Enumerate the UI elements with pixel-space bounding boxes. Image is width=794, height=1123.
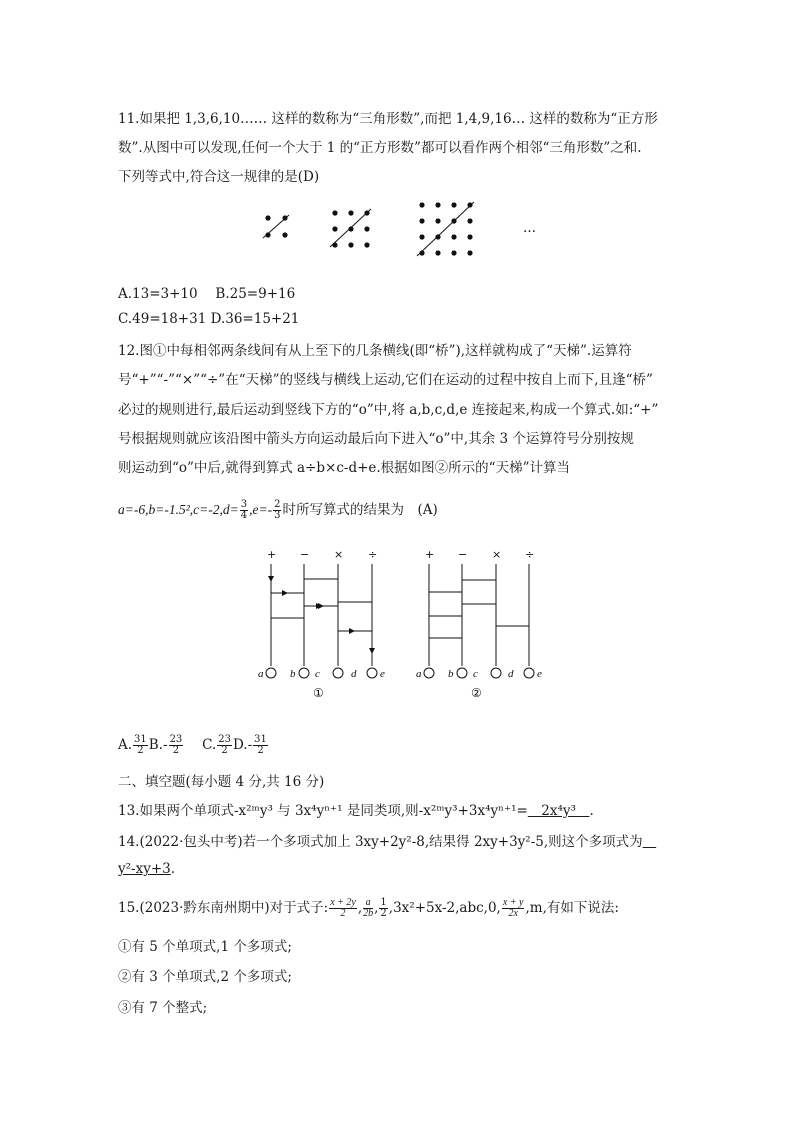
fig2-label: ② (471, 686, 482, 700)
fig1-op-minus: − (300, 548, 310, 561)
fig1-op-times: × (334, 548, 344, 561)
fig2-op-minus: − (458, 548, 468, 561)
q11-option-a[interactable]: A.13=3+10 (118, 286, 198, 302)
ladder-figures (250, 546, 560, 711)
q14-answer: y²-xy+3 (118, 861, 171, 877)
q12-line2: 号“+”“-”“×”“÷”在“天梯”的竖线与横线上运动,它们在运动的过程中按自上而下,且逢“桥” (118, 372, 653, 388)
dots-ellipsis: … (523, 221, 536, 236)
q14-line2: y²-xy+3. (118, 861, 176, 877)
q15-statement-1: ①有 5 个单项式,1 个多项式; (118, 939, 292, 955)
fig1-letter-c: c (315, 668, 320, 680)
q11-line3: 下列等式中,符合这一规律的是(D) (118, 169, 320, 185)
q12-option-b[interactable]: B.- $\frac{23}{2}$ (148, 734, 183, 756)
fig2-letter-d: d (508, 668, 514, 680)
q12-option-c[interactable]: C. $\frac{23}{2}$ (202, 734, 231, 756)
fig1-label: ① (313, 686, 324, 700)
q11-options-cd (118, 311, 299, 327)
q13: 13.如果两个单项式-x²ᵐy³ 与 3x⁴yⁿ⁺¹ 是同类项,则-x²ᵐy³+3x⁴yⁿ⁺¹= 2x⁴y³ . (118, 803, 594, 819)
fig2-letter-e: e (537, 668, 542, 680)
fig1-letter-d: d (351, 668, 357, 680)
fig2-letter-b: b (448, 668, 454, 680)
fig1-letter-a: a (258, 668, 264, 680)
q12-line5: 则运动到“o”中后,就得到算式 a÷b×c-d+e.根据如图②所示的“天梯”计算当 (118, 460, 570, 476)
q15-statement-3: ③有 7 个整式; (118, 1000, 208, 1016)
fig2-letter-c: c (473, 668, 478, 680)
fig1-op-divide: ÷ (368, 548, 378, 561)
q12-line6: a=-6,b=-1.5²,c=-2,d= $\frac{3}{4}$ ,e=- $\frac{2}{3}$ 时所写算式的结果为 (A) (118, 499, 438, 521)
q12-options (118, 733, 269, 756)
q11-line2: 数”.从图中可以发现,任何一个大于 1 的“正方形数”都可以看作两个相邻“三角形数”之和. (118, 140, 642, 156)
fig1-letter-b: b (290, 668, 296, 680)
q12-line3: 必过的规则进行,最后运动到竖线下方的“o”中,将 a,b,c,d,e 连接起来,构成一个算式.如:“+” (118, 402, 659, 418)
q14-line1: 14.(2022·包头中考)若一个多项式加上 3xy+2y²-8,结果得 2xy+3y²-5,则这个多项式为 (118, 834, 643, 850)
fig2-op-times: × (492, 548, 502, 561)
q12-line1: 12.图①中每相邻两条线间有从上至下的几条横线(即“桥”),这样就构成了“天梯”.运算符 (118, 343, 632, 359)
q12-option-a[interactable]: A. $\frac{31}{2}$ (118, 734, 147, 756)
q11-options-ab (118, 282, 295, 302)
fig1-letter-e: e (380, 668, 385, 680)
q12-line4: 号根据规则就应该沿图中箭头方向运动最后向下进入“o”中,其余 3 个运算符号分别按规 (118, 431, 634, 447)
q15-statement-2: ②有 3 个单项式,2 个多项式; (118, 969, 292, 985)
q11-option-b[interactable]: B.25=9+16 (215, 286, 296, 302)
q11-option-d[interactable]: D.36=15+21 (210, 311, 300, 327)
fig1-op-plus: + (267, 548, 277, 561)
q11-option-c[interactable]: C.49=18+31 (118, 311, 207, 327)
section-heading: 二、填空题(每小题 4 分,共 16 分) (118, 774, 325, 790)
dot-figures (250, 195, 550, 265)
fig2-op-divide: ÷ (525, 548, 535, 561)
fig2-letter-a: a (416, 668, 422, 680)
q11-line1: 11.如果把 1,3,6,10…… 这样的数称为“三角形数”,而把 1,4,9,16… 这样的数称为“正方形 (118, 111, 658, 127)
q15-line1: 15.(2023·黔东南州期中)对于式子: $\frac{x + 2y}{2}$ , $\frac{a}{2b}$ , $\frac{1}{2}$ ,3x²+5x-2,abc,0, $\frac{x + y}{2x}$ ,m,有如下说法: (118, 897, 619, 919)
fig2-op-plus: + (425, 548, 435, 561)
q12-option-d[interactable]: D.- $\frac{31}{2}$ (232, 734, 267, 756)
q13-answer: 2x⁴y³ (527, 803, 590, 819)
